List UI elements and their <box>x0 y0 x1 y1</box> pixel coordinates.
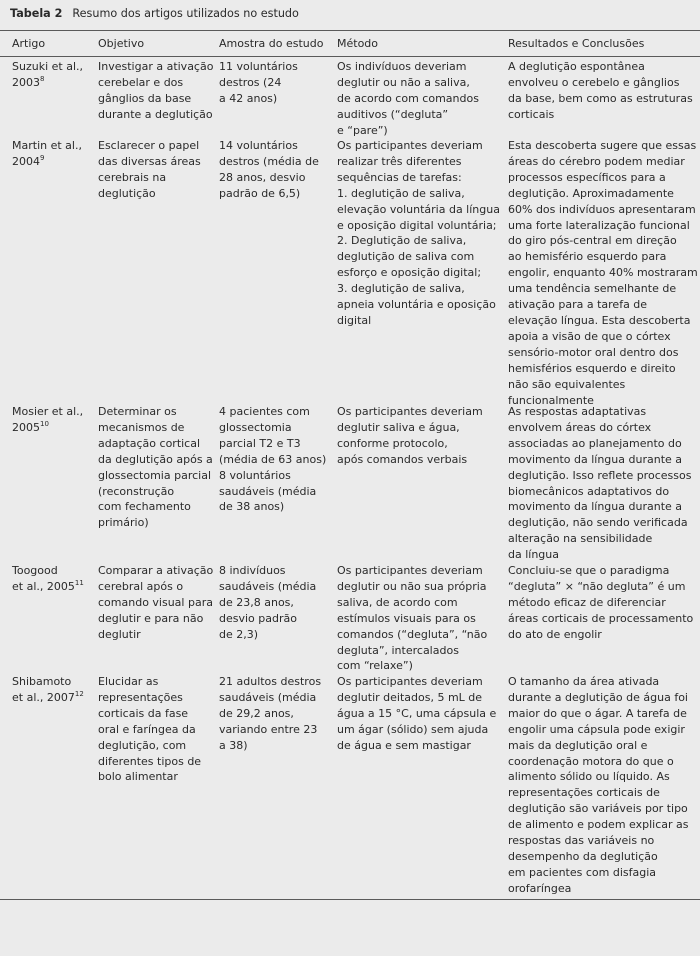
cell-line: digital <box>337 313 372 327</box>
cell-metodo <box>337 404 483 468</box>
cell-line: deglutição. Isso reflete processos <box>508 468 692 482</box>
cell-line: método eficaz de diferenciar <box>508 595 666 609</box>
cell-line: de 2,3) <box>219 627 259 641</box>
cell-line: deglutir e para não <box>98 611 204 625</box>
cell-line: glossectomia <box>219 420 292 434</box>
cell-line: Os participantes deveriam <box>337 405 483 418</box>
cell-line: engolir uma cápsula pode exigir <box>508 722 685 736</box>
cell-line: do ato de engolir <box>508 627 602 641</box>
cell-line: 11 voluntários <box>219 60 298 73</box>
cell-objetivo <box>98 563 213 643</box>
cell-line: de água e sem mastigar <box>337 738 471 752</box>
cell-line: realizar três diferentes <box>337 154 462 168</box>
cell-line: processos específicos para a <box>508 170 666 184</box>
cell-line <box>12 154 82 170</box>
cell-line: deglutir ou não sua própria <box>337 579 487 593</box>
cell-line: bolo alimentar <box>98 770 178 784</box>
cell-line: 8 voluntários <box>219 468 291 482</box>
cell-line: estímulos visuais para os <box>337 611 476 625</box>
cell-line: áreas corticais de processamento <box>508 611 694 625</box>
cell-line: desvio padrão <box>219 611 297 625</box>
cell-line: corticais da fase <box>98 706 189 720</box>
cell-line: sequências de tarefas: <box>337 170 462 184</box>
cell-line: do giro pós-central em direção <box>508 234 677 248</box>
cell-amostra <box>219 404 326 515</box>
cell-line: uma forte lateralização funcional <box>508 218 690 232</box>
cell-line: alimento sólido ou líquido. As <box>508 770 670 784</box>
cell-line <box>12 690 84 706</box>
cell-line: (média de 63 anos) <box>219 452 327 466</box>
cell-line: funcionalmente <box>508 393 594 407</box>
cell-line: saliva, de acordo com <box>337 595 458 609</box>
cell-metodo <box>337 138 500 329</box>
cell-amostra <box>219 59 298 107</box>
cell-line: alteração na sensibilidade <box>508 532 653 546</box>
cell-line: Comparar a ativação <box>98 564 214 577</box>
cell-line: deglutição, não sendo verificada <box>508 516 688 530</box>
cell-line: A deglutição espontânea <box>508 60 645 73</box>
cell-line: destros (24 <box>219 75 282 89</box>
cell-line: Toogood <box>12 564 58 577</box>
cell-objetivo <box>98 674 201 785</box>
cell-line: saudáveis (média <box>219 484 317 498</box>
top-rule <box>0 30 700 31</box>
cell-line: saudáveis (média <box>219 579 317 593</box>
cell-line: de acordo com comandos <box>337 91 479 105</box>
header-metodo: Método <box>337 37 379 50</box>
cell-line: Os participantes deveriam <box>337 675 483 688</box>
cell-line: cerebelar e dos <box>98 75 184 89</box>
cell-line: um ágar (sólido) sem ajuda <box>337 722 489 736</box>
reference-number: 10 <box>40 419 49 428</box>
cell-line: Determinar os <box>98 405 177 418</box>
cell-line: não são equivalentes <box>508 377 626 391</box>
cell-line: destros (média de <box>219 154 319 168</box>
bottom-rule <box>0 899 700 900</box>
cell-line: Os participantes deveriam <box>337 564 483 577</box>
cell-line: uma tendência semelhante de <box>508 282 677 296</box>
citation-year: 2005 <box>12 420 40 434</box>
cell-resultados <box>508 138 698 408</box>
cell-line: movimento da língua durante a <box>508 452 683 466</box>
cell-line: Concluiu-se que o paradigma <box>508 564 670 577</box>
citation-year: et al., 2007 <box>12 690 75 704</box>
cell-line: elevação voluntária da língua <box>337 202 500 216</box>
cell-line: Mosier et al., <box>12 405 84 418</box>
cell-line: saudáveis (média <box>219 690 317 704</box>
cell-line: representações <box>98 690 183 704</box>
cell-line: apneia voluntária e oposição <box>337 298 496 312</box>
header-artigo: Artigo <box>12 37 46 50</box>
table-caption <box>10 7 299 21</box>
cell-artigo <box>12 59 83 91</box>
citation-year: 2004 <box>12 154 40 168</box>
cell-line: 2. Deglutição de saliva, <box>337 234 467 248</box>
cell-line: hemisférios esquerdo e direito <box>508 361 676 375</box>
cell-line: deglutição, com <box>98 738 187 752</box>
reference-number: 9 <box>40 153 45 162</box>
reference-number: 8 <box>40 74 45 83</box>
cell-line: 3. deglutição de saliva, <box>337 282 465 296</box>
cell-line: Esclarecer o papel <box>98 139 200 152</box>
cell-line: deglutir <box>98 627 141 641</box>
cell-line: Os participantes deveriam <box>337 139 483 152</box>
cell-line: auditivos (“degluta” <box>337 107 449 121</box>
table-label: Tabela 2 <box>10 7 63 20</box>
cell-line: desempenho da deglutição <box>508 849 658 863</box>
cell-line: cerebrais na <box>98 170 167 184</box>
cell-line: de 23,8 anos, <box>219 595 294 609</box>
cell-metodo <box>337 674 496 754</box>
cell-line: esforço e oposição digital; <box>337 266 482 280</box>
cell-line: coordenação motora do que o <box>508 754 674 768</box>
cell-line: deglutir saliva e água, <box>337 420 460 434</box>
cell-line: glossectomia parcial <box>98 468 212 482</box>
cell-line: parcial T2 e T3 <box>219 436 301 450</box>
cell-line: água a 15 °C, uma cápsula e <box>337 706 497 720</box>
cell-line: biomecânicos adaptativos do <box>508 484 670 498</box>
cell-amostra <box>219 563 316 643</box>
cell-line: deglutir deitados, 5 mL de <box>337 690 483 704</box>
cell-line: Investigar a ativação <box>98 60 214 73</box>
cell-line: 21 adultos destros <box>219 675 322 688</box>
cell-resultados <box>508 563 693 643</box>
cell-line: conforme protocolo, <box>337 436 448 450</box>
cell-metodo <box>337 59 479 139</box>
cell-line: da deglutição após a <box>98 452 213 466</box>
cell-line: da língua <box>508 548 559 562</box>
cell-line: oral e faríngea da <box>98 722 196 736</box>
citation-year: et al., 2005 <box>12 579 75 593</box>
cell-line: durante a deglutição de água foi <box>508 690 688 704</box>
cell-line: e oposição digital voluntária; <box>337 218 497 232</box>
cell-line: As respostas adaptativas <box>508 405 647 418</box>
cell-amostra <box>219 138 319 202</box>
cell-line: cerebral após o <box>98 579 184 593</box>
cell-artigo <box>12 404 83 436</box>
cell-line: deglutição de saliva com <box>337 250 475 264</box>
cell-line <box>12 75 83 91</box>
cell-line: (reconstrução <box>98 484 175 498</box>
cell-line: deglutição. Aproximadamente <box>508 186 674 200</box>
cell-objetivo <box>98 138 201 202</box>
cell-line: da base, bem como as estruturas <box>508 91 693 105</box>
cell-line: Martin et al., <box>12 139 82 152</box>
cell-line: “degluta” × “não degluta” é um <box>508 579 686 593</box>
header-rule <box>0 56 700 57</box>
cell-line: envolvem áreas do córtex <box>508 420 652 434</box>
cell-line: mais da deglutição oral e <box>508 738 648 752</box>
cell-artigo <box>12 674 84 706</box>
cell-line: após comandos verbais <box>337 452 468 466</box>
cell-line: elevação língua. Esta descoberta <box>508 313 691 327</box>
cell-line: de 38 anos) <box>219 500 285 514</box>
cell-line: áreas do cérebro podem mediar <box>508 154 685 168</box>
cell-line: diferentes tipos de <box>98 754 202 768</box>
cell-line: mecanismos de <box>98 420 185 434</box>
reference-number: 12 <box>74 689 84 698</box>
cell-line: 14 voluntários <box>219 139 298 152</box>
cell-line: maior do que o ágar. A tarefa de <box>508 706 687 720</box>
cell-line: gânglios da base <box>98 91 192 105</box>
cell-line: Os indivíduos deveriam <box>337 60 467 73</box>
cell-line: O tamanho da área ativada <box>508 675 660 688</box>
cell-metodo <box>337 563 487 674</box>
cell-line: de 29,2 anos, <box>219 706 294 720</box>
cell-line: comandos (“degluta”, “não <box>337 627 488 641</box>
cell-line: 8 indivíduos <box>219 564 286 577</box>
cell-line: 1. deglutição de saliva, <box>337 186 465 200</box>
reference-number: 11 <box>74 578 84 587</box>
cell-line: padrão de 6,5) <box>219 186 301 200</box>
cell-line: degluta”, intercalados <box>337 643 459 657</box>
cell-line: e “pare”) <box>337 123 388 137</box>
cell-line: apoia a visão de que o córtex <box>508 329 671 343</box>
header-amostra: Amostra do estudo <box>219 37 324 50</box>
header-resultados: Resultados e Conclusões <box>508 37 645 50</box>
cell-line: ativação para a tarefa de <box>508 298 648 312</box>
cell-resultados <box>508 59 693 123</box>
cell-line: deglutir ou não a saliva, <box>337 75 470 89</box>
cell-line: durante a deglutição <box>98 107 213 121</box>
cell-line: envolveu o cerebelo e gânglios <box>508 75 680 89</box>
cell-line: com fechamento <box>98 500 191 514</box>
cell-line: movimento da língua durante a <box>508 500 683 514</box>
cell-line: respostas das variáveis no <box>508 834 655 848</box>
cell-objetivo <box>98 404 213 531</box>
cell-resultados <box>508 404 691 563</box>
cell-line <box>12 579 84 595</box>
cell-line: primário) <box>98 516 149 530</box>
cell-line: corticais <box>508 107 555 121</box>
cell-line <box>12 420 83 436</box>
cell-line: engolir, enquanto 40% mostraram <box>508 266 698 280</box>
cell-line: a 38) <box>219 738 248 752</box>
cell-line: orofaríngea <box>508 881 572 895</box>
cell-line: 28 anos, desvio <box>219 170 306 184</box>
cell-line: sensório-motor oral dentro dos <box>508 345 679 359</box>
cell-line: 60% dos indivíduos apresentaram <box>508 202 696 216</box>
citation-year: 2003 <box>12 75 40 89</box>
header-objetivo: Objetivo <box>98 37 145 50</box>
cell-line: comando visual para <box>98 595 213 609</box>
cell-line: ao hemisfério esquerdo para <box>508 250 667 264</box>
cell-objetivo <box>98 59 213 123</box>
cell-line: 4 pacientes com <box>219 405 310 418</box>
cell-line: com “relaxe”) <box>337 659 413 673</box>
cell-line: em pacientes com disfagia <box>508 865 657 879</box>
cell-line: das diversas áreas <box>98 154 201 168</box>
cell-line: de alimento e podem explicar as <box>508 818 689 832</box>
cell-artigo <box>12 138 82 170</box>
cell-line: associadas ao planejamento do <box>508 436 682 450</box>
cell-line: Shibamoto <box>12 675 72 688</box>
cell-amostra <box>219 674 321 754</box>
cell-line: a 42 anos) <box>219 91 278 105</box>
cell-line: Esta descoberta sugere que essas <box>508 139 697 152</box>
cell-line: deglutição são variáveis por tipo <box>508 802 688 816</box>
cell-line: deglutição <box>98 186 156 200</box>
cell-line: Suzuki et al., <box>12 60 83 73</box>
cell-line: adaptação cortical <box>98 436 201 450</box>
cell-resultados <box>508 674 689 897</box>
cell-line: representações corticais de <box>508 786 660 800</box>
cell-line: variando entre 23 <box>219 722 318 736</box>
table-title: Resumo dos artigos utilizados no estudo <box>72 7 299 20</box>
cell-artigo <box>12 563 84 595</box>
cell-line: Elucidar as <box>98 675 159 688</box>
